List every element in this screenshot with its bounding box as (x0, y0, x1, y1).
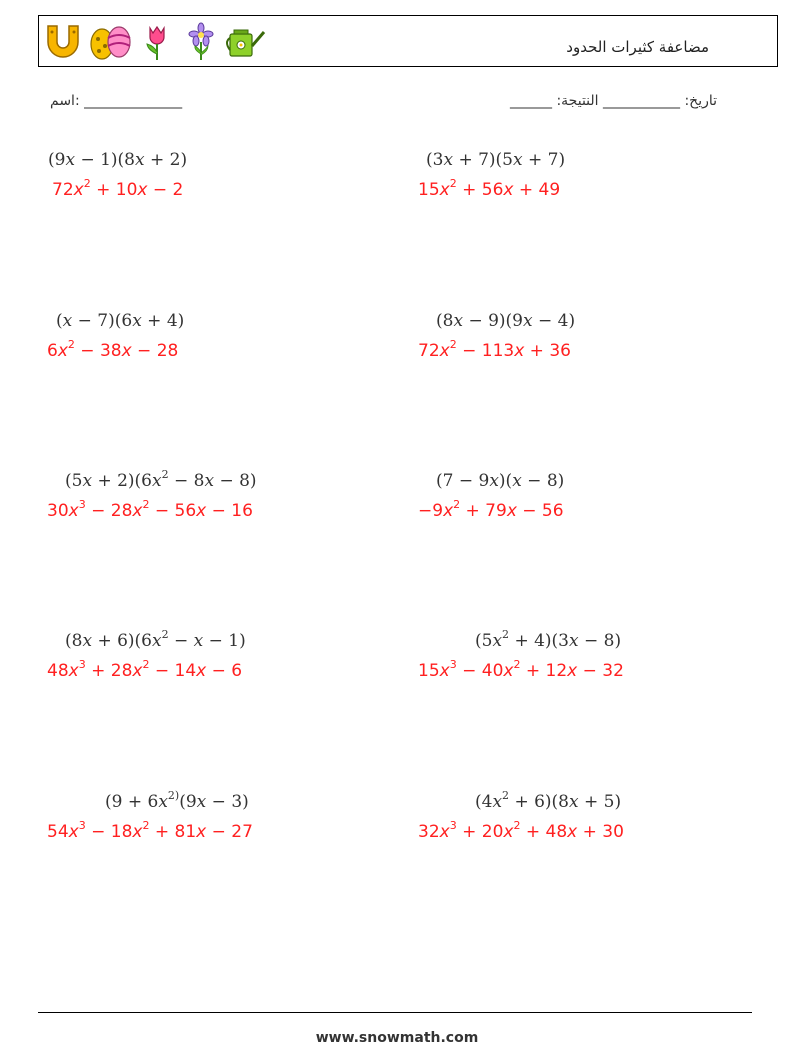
answer-4: $72x^2 - 113x + 36$ (418, 338, 571, 361)
problem-1: (9x − 1)(8x + 2) (48, 150, 188, 170)
problem-5: $(5x + 2)(6x^2 - 8x - 8)$ (65, 468, 257, 491)
answer-9: $54x^3 - 18x^2 + 81x - 27$ (47, 819, 253, 842)
problem-2: (3x + 7)(5x + 7) (426, 150, 566, 170)
tulip-icon (142, 22, 172, 62)
answer-1: $72x^2 + 10x - 2$ (52, 177, 184, 200)
name-field[interactable]: اسم: ______________ (50, 93, 183, 109)
footer-rule (38, 1012, 752, 1013)
answer-7: $48x^3 + 28x^2 - 14x - 6$ (47, 658, 243, 681)
page-title: مضاعفة كثيرات الحدود (566, 38, 709, 56)
answer-2: $15x^2 + 56x + 49$ (418, 177, 561, 200)
header-box (38, 15, 778, 67)
horseshoe-icon (44, 22, 82, 62)
problem-6: (7 − 9x)(x − 8) (436, 471, 565, 491)
answer-5: $30x^3 - 28x^2 - 56x - 16$ (47, 498, 253, 521)
purple-flower-icon (186, 22, 216, 62)
answer-3: $6x^2 - 38x - 28$ (47, 338, 179, 361)
problem-9: ($9 + 6x^{2)}(9x - 3)$ (105, 789, 249, 812)
easter-egg-icon (88, 22, 132, 62)
problem-7: $(8x + 6)(6x^2 - x - 1)$ (65, 628, 246, 651)
watering-can-icon (224, 22, 268, 62)
answer-10: $32x^3 + 20x^2 + 48x + 30$ (418, 819, 624, 842)
answer-6: $-9x^2 + 79x - 56$ (418, 498, 564, 521)
date-score-field[interactable]: ______ :تاريخ: ___________ النتيجة (510, 93, 718, 109)
problem-3: (x − 7)(6x + 4) (56, 311, 185, 331)
footer-url[interactable]: www.snowmath.com (315, 1030, 479, 1046)
problem-8: $(5x^2 + 4)(3x - 8)$ (475, 628, 622, 651)
problem-4: (8x − 9)(9x − 4) (436, 311, 576, 331)
problem-10: $(4x^2 + 6)(8x + 5)$ (475, 789, 622, 812)
answer-8: $15x^3 - 40x^2 + 12x - 32$ (418, 658, 624, 681)
